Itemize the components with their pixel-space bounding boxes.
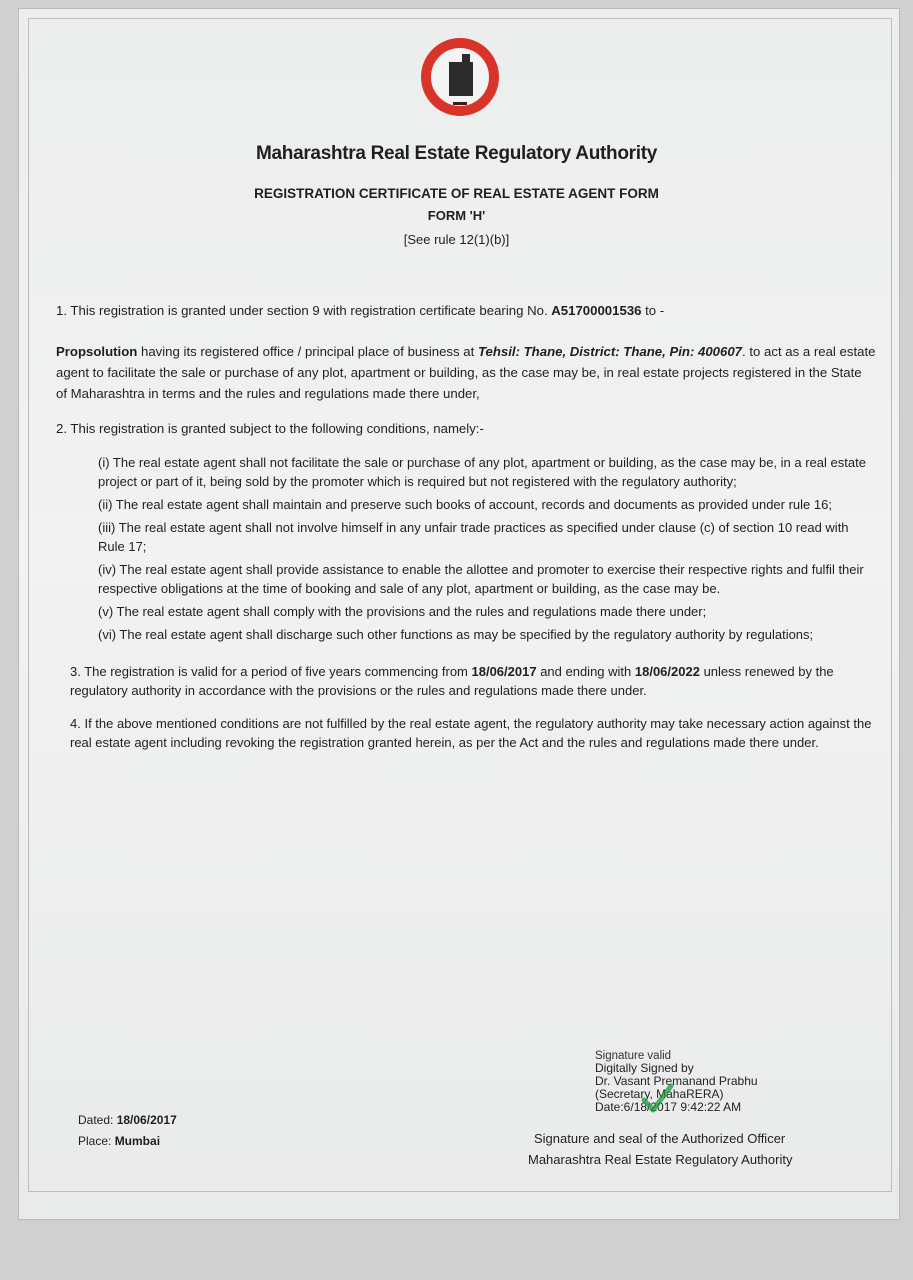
clause-4: 4. If the above mentioned conditions are not fulfilled by the real estate agent, the regulatory authority may take necessary action against the real estate agent including revoking the registration granted herein, as per the Act and the rules and regulations made there under. [70, 716, 872, 750]
condition-2: (ii) The real estate agent shall maintain and preserve such books of account, records and documents as provided under rule 16; [98, 497, 832, 512]
signature-line: Dr. Vasant Premanand Prabhu [595, 1074, 758, 1088]
signature-line: Digitally Signed by [595, 1061, 694, 1075]
agent-address: Tehsil: Thane, District: Thane, Pin: 400607 [477, 344, 743, 359]
condition-3: (iii) The real estate agent shall not involve himself in any unfair trade practices as specified under clause (c) of section 10 read with Rule 17; [98, 520, 849, 554]
valid-to: 18/06/2022 [634, 664, 700, 679]
seal-line: Signature and seal of the Authorized Officer [534, 1131, 786, 1146]
form-label: FORM 'H' [427, 208, 486, 223]
condition-6: (vi) The real estate agent shall discharge such other functions as may be specified by the regulatory authority by regulations; [98, 627, 814, 642]
condition-1: (i) The real estate agent shall not facilitate the sale or purchase of any plot, apartment or building, as the case may be, in a real estate project or part of it, being sold by the promoter which is required but not registered with the regulatory authority; [98, 455, 866, 489]
digital-signature-block [595, 1050, 758, 1114]
authority-title: Maharashtra Real Estate Regulatory Authority [255, 143, 658, 164]
clause-1: 1. This registration is granted under section 9 with registration certificate bearing No. A51700001536 to - [56, 303, 665, 318]
clause-2: 2. This registration is granted subject to the following conditions, namely:- [56, 421, 484, 436]
clause-3: 3. The registration is valid for a period of five years commencing from 18/06/2017 and ending with 18/06/2022 unless renewed by the regulatory authority in accordance with the provisions or the rules and regulations made there under. [70, 664, 834, 698]
certificate-body [56, 300, 876, 752]
authority-line: Maharashtra Real Estate Regulatory Authority [528, 1152, 793, 1167]
signature-line: (Secretary, MahaRERA) [595, 1087, 724, 1101]
valid-from: 18/06/2017 [471, 664, 537, 679]
place: Place: Mumbai [78, 1134, 161, 1148]
certificate-title: REGISTRATION CERTIFICATE OF REAL ESTATE AGENT FORM [254, 186, 659, 201]
maharera-logo [421, 38, 499, 116]
condition-4: (iv) The real estate agent shall provide assistance to enable the allottee and promoter to exercise their respective rights and fulfil their respective obligations at the time of booking and sale of any plot, apartment or building, as the case may be. [98, 562, 864, 596]
rule-reference: [See rule 12(1)(b)] [403, 232, 510, 247]
signature-line: Signature valid [595, 1050, 672, 1062]
dated: Dated: 18/06/2017 [78, 1113, 177, 1127]
agent-details: Propsolution having its registered office / principal place of business at Tehsil: Thane, District: Thane, Pin: 400607. to act as a real estate agent to facilitate the sale or purchase of any plot, apartment or building, as the case may be, in real estate projects registered in the State of Maharashtra in terms and the rules and regulations made there under, [56, 344, 876, 401]
agent-name: Propsolution [56, 344, 138, 359]
signature-valid-check-icon [640, 1082, 674, 1116]
condition-5: (v) The real estate agent shall comply with the provisions and the rules and regulations made there under; [98, 604, 707, 619]
registration-number: A51700001536 [551, 303, 642, 318]
signature-line: Date:6/18/2017 9:42:22 AM [595, 1100, 742, 1114]
